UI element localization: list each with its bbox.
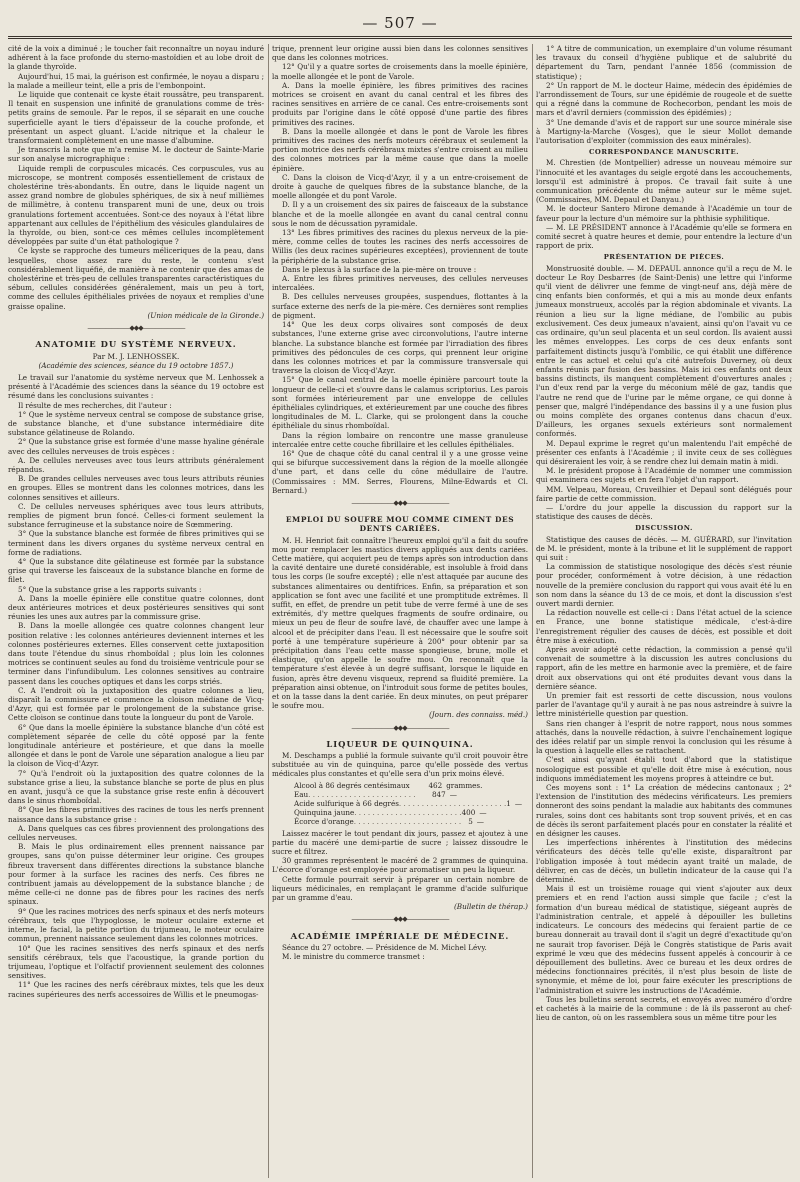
paragraph: 13° Les fibres primitives des racines du plexus nerveux de la pie-mère, comme celles de toutes les racines des nerfs accessoires de Willis (les deux racines supérieures exceptées), proviennent de toute la périphérie de la substance grise.: [272, 228, 528, 265]
paragraph: 3° Une demande d'avis et de rapport sur une source minérale sise à Martigny-la-Marche (Vosges), que le sieur Mollot demande l'autorisation d'exploiter (commission des eaux minérales).: [536, 117, 792, 146]
quinine-source: (Bulletin de thérap.): [454, 902, 528, 912]
paragraph: Liquide rempli de corpuscules micacés. Ces corpuscules, vus au microscope, se montrent composés essentiellement de cristaux de cholestérine très-abondants. En outre, dans le liquide nagent un assez grand nombre de globules sphériques, de six à neuf millièmes de millimètre, à contenu transparent muni de une, deux ou trois granulations fortement accentuées. Sont-ce des noyaux à l'état libre appartenant aux cellules de l'épithélium des vésicules glandulaires de la thyroïde, ou bien, sont-ce ces mêmes cellules incomplètement développées par suite d'un état pathologique ?: [8, 163, 264, 247]
paragraph: La rédaction nouvelle est celle-ci : Dans l'état actuel de la science en France, une bonne statistique médicale, c'est-à-dire l'enregistrement régulier des causes de décès, est possible et doit être mise à exécution.: [536, 608, 792, 645]
pieces-heading: PRÉSENTATION DE PIÈCES.: [603, 253, 725, 262]
paragraph: M. Depaul exprime le regret qu'un malentendu l'ait empêché de présenter ces enfants à l'Académie ; il invite ceux de ses collègues qui désireraient les voir, à se rendre chez lui demain matin à midi.: [536, 438, 792, 466]
pieces-paragraphs: [536, 264, 792, 522]
paragraph: 3° Que la substance blanche est formée de fibres primitives qui se terminent dans les divers organes du système nerveux central en forme de radiations.: [8, 529, 264, 557]
anatomy-session: (Académie des sciences, séance du 19 octobre 1857.): [38, 360, 234, 370]
recipe-row: [294, 799, 523, 809]
paragraph: MM. Velpeau, Moreau, Cruveilhier et Depaul sont délégués pour faire partie de cette commission.: [536, 484, 792, 503]
quinine-paragraphs: [272, 829, 528, 903]
sulfur-title: EMPLOI DU SOUFRE MOU COMME CIMENT DES DENTS CARIÉES.: [285, 515, 515, 534]
paragraph: Cette formule pourrait servir à préparer un certain nombre de liqueurs médicinales, en remplaçant le gramme d'acide sulfurique par un gramme d'eau.: [272, 874, 528, 903]
paragraph: Ce kyste se rapproche des tumeurs méliceriques de la peau, dans lesquelles, chose assez rare du reste, le contenu s'est considérablement liquéfié, de manière à ne contenir que des amas de cholestérine et très-peu de cellules transparentes caractéristiques du sébum, cellules considérées généralement, mais un peu à tort, comme des cellules épithéliales privées de noyaux et remplies d'une graisse opaline.: [8, 246, 264, 311]
recipe-row: [294, 808, 494, 817]
academy-title: ACADÉMIE IMPÉRIALE DE MÉDECINE.: [290, 930, 510, 941]
paragraph: Statistique des causes de décès. — M. GUÉRARD, sur l'invitation de M. le président, monte à la tribune et lit le supplément de rapport qui suit :: [536, 534, 792, 562]
paragraph: A. De cellules nerveuses avec tous leurs attributs généralement répandus.: [8, 455, 264, 474]
section-ornament: [8, 324, 264, 333]
quinine-title: LIQUEUR DE QUINQUINA.: [326, 738, 474, 749]
paragraph: Tous les bulletins seront secrets, et envoyés avec numéro d'ordre et cachetés à la mairie de la commune : de là ils passeront au chef-lieu de canton, où on les rassemblera sous un même titre pour les: [536, 994, 792, 1023]
ministry-items: [536, 44, 792, 145]
paragraph: 1° Que le système nerveux central se compose de substance grise, de substance blanche, et d'une substance intermédiaire dite substance gélatineuse de Rolando.: [8, 409, 264, 438]
paragraph: B. Des cellules nerveuses groupées, suspendues, flottantes à la surface externe des nerfs de la pie-mère. Ces dernières sont remplies de pigment.: [272, 292, 528, 320]
anatomy-title: ANATOMIE DU SYSTÈME NERVEUX.: [35, 339, 237, 350]
discussion-paragraphs: [536, 535, 792, 1023]
recipe-quantity: 462: [428, 780, 443, 790]
paragraph: 5° Que la substance grise a les rapports suivants :: [18, 584, 202, 594]
paragraph: M. le ministre du commerce transmet :: [282, 952, 425, 962]
paragraph: B. Mais le plus ordinairement elles prennent naissance par groupes, sans qu'on puisse déterminer leur origine. Ces groupes fibreux traversent dans différentes directions la substance blanche pour former à la surface les racines des nerfs. Ces fibres ne contribuent jamais au développement de la substance blanche ; de même celle-ci ne donne pas de fibres pour les racines des nerfs spinaux.: [8, 842, 264, 907]
paragraph: Le liquide que contenait ce kyste était roussâtre, peu transparent. Il tenait en suspension une infinité de granulations comme de très-petits grains de semoule. Par le repos, il se séparait en une couche superficielle ayant le tiers d'épaisseur de la couche profonde, et présentant un aspect gluant. L'acide nitrique et la chaleur le transformaient complètement en une masse d'albumine.: [8, 90, 264, 146]
column-divider: [532, 44, 533, 1178]
paragraph: Aujourd'hui, 15 mai, la guérison est confirmée, le noyau a disparu ; la malade a meilleur teint, elle a pris de l'embonpoint.: [8, 71, 264, 90]
paragraph: Après avoir adopté cette rédaction, la commission a pensé qu'il convenait de soumettre à la discussion les autres conclusions du rapport, afin de les mettre en harmonie avec la première, et de faire droit aux observations qui ont été produites devant vous dans la dernière séance.: [536, 645, 792, 691]
paragraph: A. Dans la moelle épinière elle constitue quatre colonnes, dont deux antérieures motrices et deux postérieures sensitives qui sont réunies les unes aux autres par la commissure grise.: [8, 593, 264, 622]
recipe-row: [294, 817, 494, 826]
paragraph: Dans le plexus à la surface de la pie-mère on trouve :: [282, 264, 477, 274]
paragraph: 7° Qu'à l'endroit où la juxtaposition des quatre colonnes de la substance grise a lieu, la substance blanche se porte de plus en plus en avant, jusqu'à ce que la substance grise reste enfin à découvert dans le sinus rhomboïdal.: [8, 768, 264, 806]
recipe-unit: —: [479, 808, 487, 818]
paragraph: 2° Que la substance grise est formée d'une masse hyaline générale avec des cellules nerveuses de trois espèces :: [8, 437, 264, 456]
recipe-ingredient: Alcool à 86 degrés centésimaux: [294, 780, 410, 790]
paragraph: 11° Que les racines des nerfs cérébraux mixtes, tels que les deux racines supérieures des nerfs accessoires de Willis et le pneumogas-: [8, 980, 264, 999]
paragraph: — M. LE PRÉSIDENT annonce à l'Académie qu'elle se formera en comité secret à quatre heures et demie, pour entendre la lecture d'un rapport de prix.: [536, 222, 792, 251]
paragraph: 2° Un rapport de M. le docteur Haime, médecin des épidémies de l'arrondissement de Tours, sur une épidémie de rougeole et de suette qui a régné dans la commune de Rochecorbon, pendant les mois de mars et d'avril derniers (commission des épidémies) ;: [536, 80, 792, 118]
anatomy-continued: [272, 44, 528, 495]
paragraph: 15° Que le canal central de la moelle épinière parcourt toute la longueur de celle-ci et s'ouvre dans le calamus scriptorius. Les parois sont formées intérieurement par une enveloppe de cellules épithéliales cylindriques, et extérieurement par une couche des fibres longitudinales de M. L. Clarke, qui se prolongent dans la couche épithéliale du sinus rhomboïdal.: [272, 375, 528, 431]
column-divider: [268, 44, 269, 1178]
paragraph: cité de la voix a diminué ; le toucher fait reconnaître un noyau induré adhérent à la face profonde du sterno-mastoïdien et au lobe droit de la glande thyroïde.: [8, 44, 264, 72]
paragraph: C. A l'endroit où la juxtaposition des quatre colonnes a lieu, disparaît la commissure et commence la cloison médiane de Vicq-d'Azyr, qui est formée par le prolongement de la substance grise. Cette cloison se continue dans toute la longueur du pont de Varole.: [8, 685, 264, 723]
section-ornament: [272, 724, 528, 733]
paragraph: B. Dans la moelle allongée et dans le pont de Varole les fibres primitives des racines des nerfs moteurs cérébraux et seulement la portion motrice des nerfs cérébraux mixtes s'entre croisent au milieu des colonnes motrices par la même cause que dans la moelle épinière.: [272, 126, 528, 173]
paragraph: Mais il est un troisième rouage qui vient s'ajouter aux deux premiers et en rend l'action aussi simple que facile ; c'est la formation d'un bureau médical de statistique, siégeant auprès de l'administration centrale, et appelé à dépouiller les bulletins indicateurs. Le concours des médecins qui feraient partie de ce bureau donnerait au travail dont il s'agit un degré d'exactitude qu'on ne saurait trop favoriser. Déjà le Congrès statistique de Paris avait exprimé le vœu que des médecins fussent appelés à concourir à ce dépouillement des bulletins. Avec ce bureau et les deux ordres de médecins fonctionnaires précités, il n'est plus besoin de liste de synonymie, et même de loi, pour faire exécuter les prescriptions de l'administration et suivre les instructions de l'Académie.: [536, 884, 792, 995]
paragraph: C. Dans la cloison de Vicq-d'Azyr, il y a un entre-croisement de droite à gauche de quelques fibres de la substance blanche, de la moelle allongée et du pont Varole.: [272, 172, 528, 201]
paragraph: B. Dans la moelle allongée ces quatre colonnes changent leur position relative : les colonnes antérieures deviennent internes et les colonnes postérieures externes. Elles conservent cette juxtaposition dans toute l'étendue du sinus rhomboïdal ; plus loin les colonnes motrices se continuent seules au fond du troisième ventricule pour se terminer dans l'infundibulum. Les colonnes sensitives au contraire passent dans les couches optiques et dans les corps striés.: [8, 621, 264, 686]
sulfur-paragraphs: [272, 536, 528, 711]
recipe-quantity: 400: [461, 808, 476, 818]
leader-dots: . . . . . . . . . . . . . . . . . . . . . . . .: [398, 799, 507, 809]
paragraph: M. le président propose à l'Académie de nommer une commission qui examinera ces sujets et en fera l'objet d'un rapport.: [536, 466, 792, 485]
column-left: [8, 44, 264, 1178]
paragraph: 1° A titre de communication, un exemplaire d'un volume résumant les travaux du conseil d'hygiène publique et de salubrité du département du Tarn, pendant l'année 1856 (commission de statistique) ;: [536, 44, 792, 81]
text-columns: [8, 44, 792, 1178]
recipe-table: [294, 780, 523, 827]
correspondence-paragraphs: [536, 158, 792, 250]
paragraph: C. De cellules nerveuses sphériques avec tous leurs attributs, remplies de pigment brun foncé. Celles-ci forment seulement la substance ferrugineuse et la substance noire de Sœmmering.: [8, 501, 264, 530]
paragraph: M. Chrestien (de Montpellier) adresse un nouveau mémoire sur l'innocuité et les avantages du seigle ergoté dans les accouchements, lorsqu'il est administré à propos. Ce travail fait suite à une communication précédente du même auteur sur le même sujet. (Commissaires, MM. Depaul et Danyau.): [536, 158, 792, 205]
paragraph: A. Dans la moelle épinière, les fibres primitives des racines motrices se croisent en avant du canal central et les fibres des racines sensitives en arrière de ce canal. Ces entre-croisements sont produits par l'origine dans le côté opposé d'une partie des fibres primitives des racines.: [272, 80, 528, 127]
recipe-unit: —: [476, 817, 484, 827]
quinine-intro: M. Deschamps a publié la formule suivante qu'il croit pouvoir être substituée au vin de quinquina, parce qu'elle possède des vertus médicales plus constantes et qu'elle sera d'un prix moins élevé.: [272, 751, 528, 779]
paragraph: B. De grandes cellules nerveuses avec tous leurs attributs réunies en groupes. Elles se montrent dans les colonnes motrices, dans les colonnes sensitives et ailleurs.: [8, 474, 264, 502]
sulfur-source: (Journ. des connaiss. méd.): [428, 710, 528, 720]
column-middle: [272, 44, 528, 1178]
paragraph: A. Entre les fibres primitives nerveuses, des cellules nerveuses intercalées.: [272, 274, 528, 293]
leader-dots: . . . . . . . . . . . . . . . . . . . . . . . .: [353, 817, 462, 827]
paragraph: Le travail sur l'anatomie du système nerveux que M. Lenhossek a présenté à l'Académie des sciences dans la séance du 19 octobre est résumé dans les conclusions suivantes :: [8, 372, 264, 401]
leader-dots: . . . . . . . . . . . . . . . . . . . . . . . .: [308, 789, 416, 799]
paragraph: Ces moyens sont : 1° La création de médecins cantonaux ; 2° l'extension de l'institution des médecins vérificateurs. Les premiers donneront des soins pendant la maladie aux habitants des communes rurales, soins dont ces habitants sont trop souvent privés, et en cas de décès ils seront parfaitement placés pour en constater la réalité et en désigner les causes.: [536, 783, 792, 839]
discussion-heading: DISCUSSION.: [635, 524, 693, 533]
section-ornament: [272, 499, 528, 508]
paragraph: 9° Que les racines motrices des nerfs spinaux et des nerfs moteurs cérébraux, tels que l'hypoglosse, le moteur oculaire externe et interne, le facial, la petite portion du trijumeau, le moteur oculaire commun, prennent naissance seulement dans les colonnes motrices.: [8, 906, 264, 944]
paragraph: Sans rien changer à l'esprit de notre rapport, nous nous sommes attachés, dans la nouvelle rédaction, à suivre l'enchaînement logique des idées relatif par un simple renvoi la conclusion qui les résume à la question à laquelle elles se rattachent.: [536, 718, 792, 756]
recipe-ingredient: Quinquina jaune: [294, 808, 355, 818]
paragraph: Il résulte de mes recherches, dit l'auteur :: [18, 400, 172, 410]
paragraph: Je transcris la note que m'a remise M. le docteur de Sainte-Marie sur son analyse micrographique :: [8, 145, 264, 164]
paragraph: Laissez macérer le tout pendant dix jours, passez et ajoutez à une partie du macéré une demi-partie de sucre ; laissez dissoudre le sucre et filtrez.: [272, 828, 528, 857]
paragraph: 8° Que les fibres primitives des racines de tous les nerfs prennent naissance dans la substance grise :: [8, 805, 264, 824]
recipe-quantity: 1: [506, 799, 511, 809]
paragraph: trique, prennent leur origine aussi bien dans les colonnes sensitives que dans les colonnes motrices.: [272, 44, 528, 63]
paragraph: 16° Que de chaque côté du canal central il y a une grosse veine qui se bifurque successivement dans la région de la moelle allongée d'une part, et dans celle du cône médullaire de l'autre. (Commissaires : MM. Serres, Flourens, Milne-Edwards et Cl. Bernard.): [272, 448, 528, 495]
recipe-row: [294, 790, 494, 799]
paragraph: 14° Que les deux corps olivaires sont composés de deux substances, l'une externe grise avec circonvolutions, l'autre interne blanche. La substance blanche est formée par l'irradiation des fibres primitives des pédoncules de ces corps, qui prennent leur origine dans les colonnes motrices et par la commissure transversale qui traverse la cloison de Vicq-d'Azyr.: [272, 320, 528, 376]
recipe-ingredient: Eau: [294, 789, 309, 799]
paragraph: M. H. Henriot fait connaître l'heureux emploi qu'il a fait du soufre mou pour remplacer les mastics divers appliqués aux dents cariées. Cette matière, qui acquiert peu de temps après son introduction dans la cavité dentaire une dureté considérable, est insoluble à froid dans tous les corps (le soufre excepté) ; elle n'est attaquée par aucune des substances alimentaires ou dentifrices. Enfin, sa préparation et son application se font avec une facilité et une promptitude extrêmes. Il suffit, en effet, de prendre un petit tube de verre fermé à une de ses extrémités, d'y mettre quelques fragments de soufre ordinaire, ou mieux un peu de fleur de soufre lavé, de chauffer avec une lampe à alcool et de précipiter dans l'eau. Il est nécessaire que le soufre soit porté à une température supérieure à 200° pour obtenir par sa précipitation dans l'eau cette masse spongieuse, brune, molle et élastique, qu'on appelle le soufre mou. On reconnaît que la température s'est élevée à un degré suffisant, lorsque le liquide en fusion, après être devenu visqueux, reprend sa fluidité première. La préparation ainsi obtenue, on l'introduit sous forme de petites boules, et on la tasse dans la dent cariée. En deux minutes, on peut préparer le soufre mou.: [272, 535, 528, 711]
paragraph: Séance du 27 octobre. — Présidence de M. Michel Lévy.: [282, 942, 487, 952]
paragraph: 10° Que les racines sensitives des nerfs spinaux et des nerfs sensitifs cérébraux, tels que l'acoustique, la grande portion du trijumeau, l'optique et l'olfactif proviennent seulement des colonnes sensitives.: [8, 943, 264, 981]
recipe-unit: grammes.: [446, 780, 483, 790]
paragraph: C'est ainsi qu'ayant établi tout d'abord que la statistique nosologique est possible et qu'elle doit être mise à exécution, nous indiquons immédiatement les moyens propres à atteindre ce but.: [536, 755, 792, 783]
paragraph: Dans la région lombaire on rencontre une masse granuleuse intercalée entre cette couche fibrillaire et les cellules épithéliales.: [272, 430, 528, 449]
column-right: [536, 44, 792, 1178]
paragraph: Monstruosité double. — M. DEPAUL annonce qu'il a reçu de M. le docteur Le Roy Desbarres (de Saint-Denis) une lettre qui l'informe qu'il vient de délivrer une femme de vingt-neuf ans, déjà mère de cinq enfants bien conformés, et qui a mis au monde deux enfants jumeaux monstrueux, accolés par la région abdominale et vivants. La réunion a lieu sur la ligne médiane, de l'ombilic au pubis exclusivement. Ces deux jumeaux n'avaient, ainsi qu'on l'avait vu ce cas ordinaire, qu'un seul placenta et un seul cordon. Ils avaient aussi les mêmes enveloppes. Les corps de ces deux enfants sont parfaitement distincts jusqu'à l'ombilic, ce qui établit une différence entre le cas actuel et celui qu'a cité autrefois Duverney, où deux enfants réunis par fusion des bassins. Mais ici ces enfants ont deux bassins distincts, ils manquent complètement d'ouvertures anales ; l'un d'eux rend par la verge du méconium mêlé de gaz, tandis que l'autre ne rend que de l'urine par le même organe, ce qui donne à penser que, malgré l'indépendance des bassins il y a une fusion plus ou moins complète des organes contenus dans chacun d'eux. D'ailleurs, les organes sexuels extérieurs sont normalement conformés.: [536, 263, 792, 439]
anatomy-byline: Par M. J. LENHOSSEK.: [92, 351, 180, 361]
paragraph: La commission de statistique nosologique des décès s'est réunie pour procéder, conformément à votre décision, à une rédaction nouvelle de la première conclusion du rapport qui vous avait été lu en son nom dans la séance du 13 de ce mois, et dont la discussion s'est ouvert mardi dernier.: [536, 562, 792, 608]
leader-dots: . . . . . . . . . . . . . . . . . . . . . . . .: [354, 808, 462, 818]
intro-source: (Union médicale de la Gironde.): [147, 310, 264, 320]
recipe-ingredient: Acide sulfurique à 66 degrés: [294, 799, 399, 809]
recipe-row: [294, 781, 494, 790]
recipe-unit: —: [514, 799, 523, 809]
paragraph: Les imperfections inhérentes à l'institution des médecins vérificateurs des décès telle qu'elle existe, disparaîtront par l'obligation imposée à tout médecin ayant traité un malade, de délivrer, en cas de décès, un bulletin indicateur de la cause qui l'a déterminé.: [536, 838, 792, 885]
paragraph: — L'ordre du jour appelle la discussion du rapport sur la statistique des causes de décès.: [536, 502, 792, 522]
section-ornament: [272, 915, 528, 924]
recipe-ingredient: Écorce d'orange: [294, 817, 354, 827]
paragraph: M. le docteur Santero Mirone demande à l'Académie un tour de faveur pour la lecture d'un mémoire sur la phthisie syphilitique.: [536, 204, 792, 223]
page-number: — 507 —: [362, 14, 438, 32]
paragraph: 4° Que la substance dite gélatineuse est formée par la substance grise qui traverse les faisceaux de la substance blanche en forme de filet.: [8, 556, 264, 585]
intro-paragraphs: [8, 44, 264, 311]
anatomy-paragraphs: [8, 373, 264, 999]
header-rule: [8, 36, 792, 39]
recipe-unit: —: [449, 789, 457, 799]
paragraph: 12° Qu'il y a quatre sortes de croisements dans la moelle épinière, la moelle allongée et le pont de Varole.: [272, 62, 528, 81]
paragraph: A. Dans quelques cas ces fibres proviennent des prolongations des cellules nerveuses.: [8, 823, 264, 843]
correspondence-heading: CORRESPONDANCE MANUSCRITE.: [589, 148, 739, 157]
paragraph: 30 grammes représentent le macéré de 2 grammes de quinquina. L'écorce d'orange est employée pour aromatiser un peu la liqueur.: [272, 856, 528, 875]
recipe-quantity: 847: [431, 789, 446, 799]
paragraph: D. Il y a un croisement des six paires de faisceaux de la substance blanche et de la moelle allongée en avant du canal central connu sous le nom de décussation pyramidale.: [272, 200, 528, 228]
paragraph: 6° Que dans la moelle épinière la substance blanche d'un côté est complètement séparée de celle du côté opposé par la fente longitudinale antérieure et postérieure, et que dans la moelle allongée et dans le pont de Varole une séparation analogue a lieu par la cloison de Vicq-d'Azyr.: [8, 722, 264, 769]
paragraph: Un premier fait est ressorti de cette discussion, nous voulons parler de l'avantage qu'il y aurait à ne pas nous astreindre à suivre la lettre ministérielle question par question.: [536, 691, 792, 719]
academy-paragraphs: [272, 943, 528, 961]
recipe-quantity: 5: [468, 817, 473, 827]
